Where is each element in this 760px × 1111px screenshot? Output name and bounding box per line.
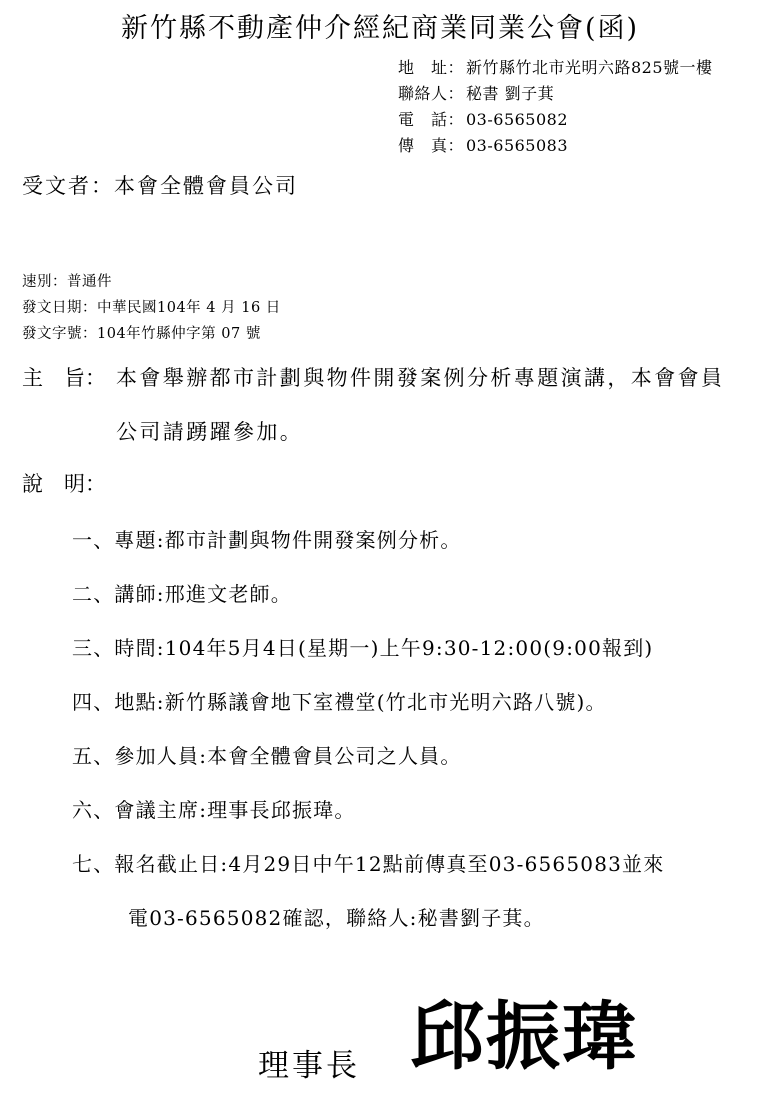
signatory-signature: 邱振瑋 [410, 994, 638, 1080]
contact-fax-value: 03-6565083 [466, 136, 569, 155]
explanation-item-7: 七、報名截止日:4月29日中午12點前傳真至03-6565083並來 [72, 852, 665, 876]
contact-person [398, 81, 554, 104]
contact-phone [398, 107, 568, 130]
contact-phone-value: 03-6565082 [466, 110, 569, 129]
meta-speed [22, 270, 112, 291]
meta-date-value: 中華民國104年 4 月 16 日 [97, 300, 281, 316]
meta-date-label: 發文日期： [22, 300, 97, 316]
contact-fax [398, 133, 568, 156]
explanation-item-7-continued: 電03-6565082確認，聯絡人:秘書劉子萁。 [128, 906, 545, 930]
explanation-item-2: 二、講師:邢進文老師。 [72, 582, 292, 606]
recipient-value: 本會全體會員公司 [114, 174, 298, 198]
explanation-label: 說 明： [22, 472, 106, 496]
contact-address-value: 新竹縣竹北市光明六路825號一樓 [466, 58, 713, 77]
contact-address [398, 55, 713, 78]
recipient-label: 受文者： [22, 174, 114, 198]
meta-speed-label: 速別： [22, 274, 67, 290]
subject-line-1: 本會舉辦都市計劃與物件開發案例分析專題演講，本會會員 [116, 366, 725, 390]
explanation-item-4: 四、地點:新竹縣議會地下室禮堂(竹北市光明六路八號)。 [72, 690, 607, 714]
meta-number-value: 104年竹縣仲字第 07 號 [97, 326, 261, 342]
meta-date [22, 296, 281, 317]
explanation-item-6: 六、會議主席:理事長邱振瑋。 [72, 798, 356, 822]
contact-person-label: 聯絡人： [398, 84, 465, 103]
explanation-item-5: 五、參加人員:本會全體會員公司之人員。 [72, 744, 462, 768]
recipient [22, 170, 298, 200]
contact-person-value: 秘書 劉子萁 [466, 84, 555, 103]
contact-fax-label: 傳 真： [398, 136, 465, 155]
subject-line-2: 公司請踴躍參加。 [116, 420, 304, 444]
signatory-title: 理事長 [258, 1048, 360, 1084]
meta-number [22, 322, 261, 343]
meta-speed-value: 普通件 [67, 274, 112, 290]
document-title: 新竹縣不動產仲介經紀商業同業公會(函) [120, 13, 640, 44]
explanation-item-3: 三、時間:104年5月4日(星期一)上午9:30-12:00(9:00報到) [72, 636, 654, 660]
subject-label: 主 旨： [22, 366, 106, 390]
contact-address-label: 地 址： [398, 58, 465, 77]
contact-phone-label: 電 話： [398, 110, 465, 129]
explanation-item-1: 一、專題:都市計劃與物件開發案例分析。 [72, 528, 462, 552]
meta-number-label: 發文字號： [22, 326, 97, 342]
